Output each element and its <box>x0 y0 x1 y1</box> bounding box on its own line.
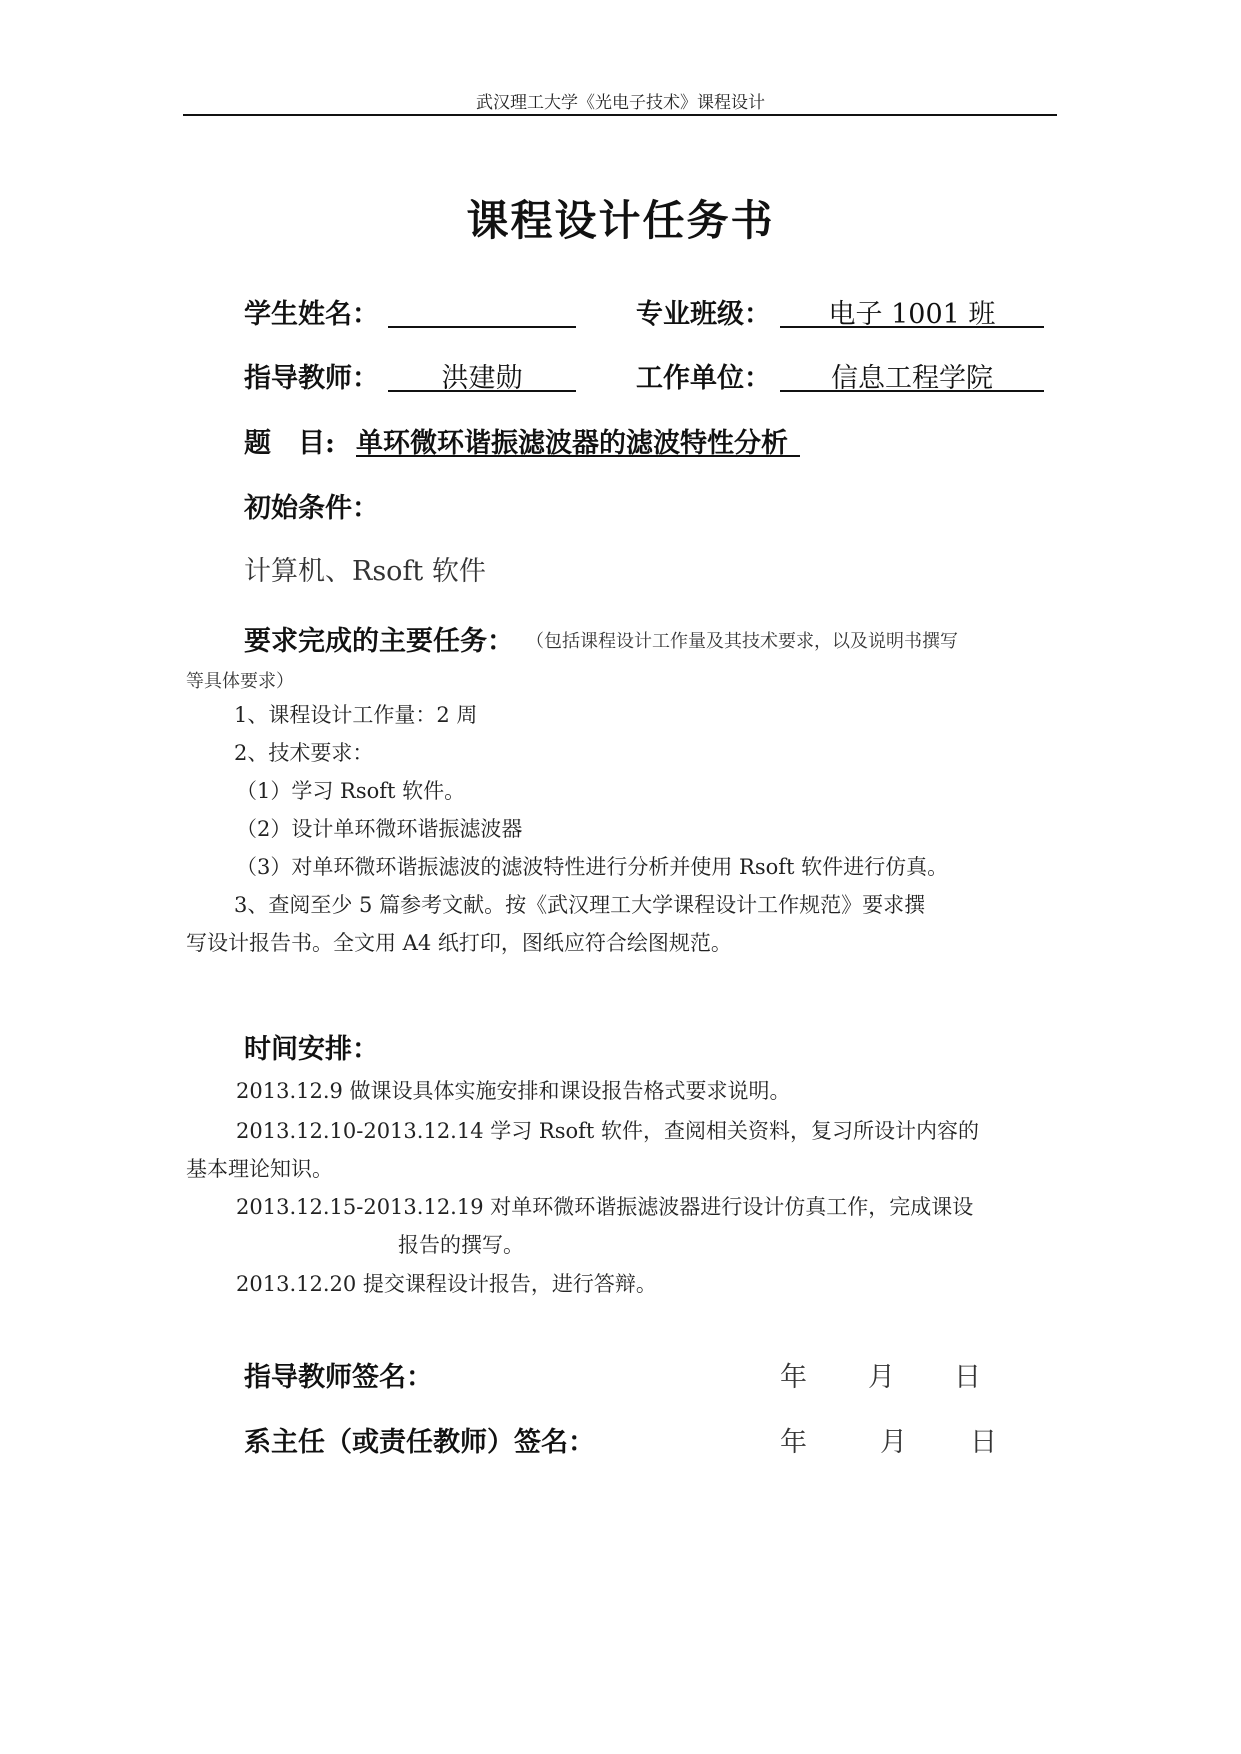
advisor-label: 指导教师： <box>244 363 379 394</box>
main-tasks-note: （包括课程设计工作量及其技术要求，以及说明书撰写 <box>526 631 958 652</box>
task-item-workload: 1、课程设计工作量：2 周 <box>234 703 478 727</box>
schedule-line-3: 2013.12.15-2013.12.19 对单环微环谐振滤波器进行设计仿真工作，完成课设 <box>236 1195 974 1219</box>
document-title: 课程设计任务书 <box>466 196 775 245</box>
major-class-field: 电子 1001 班 <box>780 292 1044 328</box>
advisor-field: 洪建勋 <box>388 356 576 392</box>
schedule-line-2-cont: 基本理论知识。 <box>186 1157 333 1181</box>
schedule-label: 时间安排： <box>244 1034 379 1065</box>
initial-conditions-value: 计算机、Rsoft 软件 <box>244 556 486 587</box>
advisor-sign-year: 年 <box>780 1362 807 1393</box>
advisor-sign-month: 月 <box>868 1362 895 1393</box>
header-rule <box>183 114 1057 116</box>
task-item-references-cont: 写设计报告书。全文用 A4 纸打印，图纸应符合绘图规范。 <box>186 931 732 955</box>
major-class-label: 专业班级： <box>636 299 771 330</box>
work-unit-field: 信息工程学院 <box>780 356 1044 392</box>
main-tasks-label: 要求完成的主要任务： <box>244 626 514 657</box>
student-name-label: 学生姓名： <box>244 299 379 330</box>
task-subitem-1: （1）学习 Rsoft 软件。 <box>236 779 466 803</box>
initial-conditions-label: 初始条件： <box>244 493 379 524</box>
head-sign-day: 日 <box>970 1427 997 1458</box>
main-tasks-note-cont: 等具体要求） <box>186 671 294 692</box>
schedule-line-2: 2013.12.10-2013.12.14 学习 Rsoft 软件，查阅相关资料，复习所设计内容的 <box>236 1119 980 1143</box>
task-subitem-3: （3）对单环微环谐振滤波的滤波特性进行分析并使用 Rsoft 软件进行仿真。 <box>236 855 949 879</box>
schedule-line-3-cont: 报告的撰写。 <box>398 1233 524 1257</box>
schedule-line-4: 2013.12.20 提交课程设计报告，进行答辩。 <box>236 1272 657 1296</box>
task-item-tech: 2、技术要求： <box>234 741 374 765</box>
page-header: 武汉理工大学《光电子技术》课程设计 <box>476 93 765 113</box>
advisor-signature-label: 指导教师签名： <box>244 1362 433 1393</box>
advisor-sign-day: 日 <box>954 1362 981 1393</box>
work-unit-label: 工作单位： <box>636 363 771 394</box>
topic-label: 题 目: <box>244 428 335 459</box>
schedule-line-1: 2013.12.9 做课设具体实施安排和课设报告格式要求说明。 <box>236 1079 791 1103</box>
topic-value: 单环微环谐振滤波器的滤波特性分析 <box>356 421 800 457</box>
task-subitem-2: （2）设计单环微环谐振滤波器 <box>236 817 523 841</box>
head-sign-year: 年 <box>780 1427 807 1458</box>
head-signature-label: 系主任（或责任教师）签名： <box>244 1427 595 1458</box>
head-sign-month: 月 <box>880 1427 907 1458</box>
task-item-references: 3、查阅至少 5 篇参考文献。按《武汉理工大学课程设计工作规范》要求撰 <box>234 893 926 917</box>
student-name-field <box>388 292 576 328</box>
